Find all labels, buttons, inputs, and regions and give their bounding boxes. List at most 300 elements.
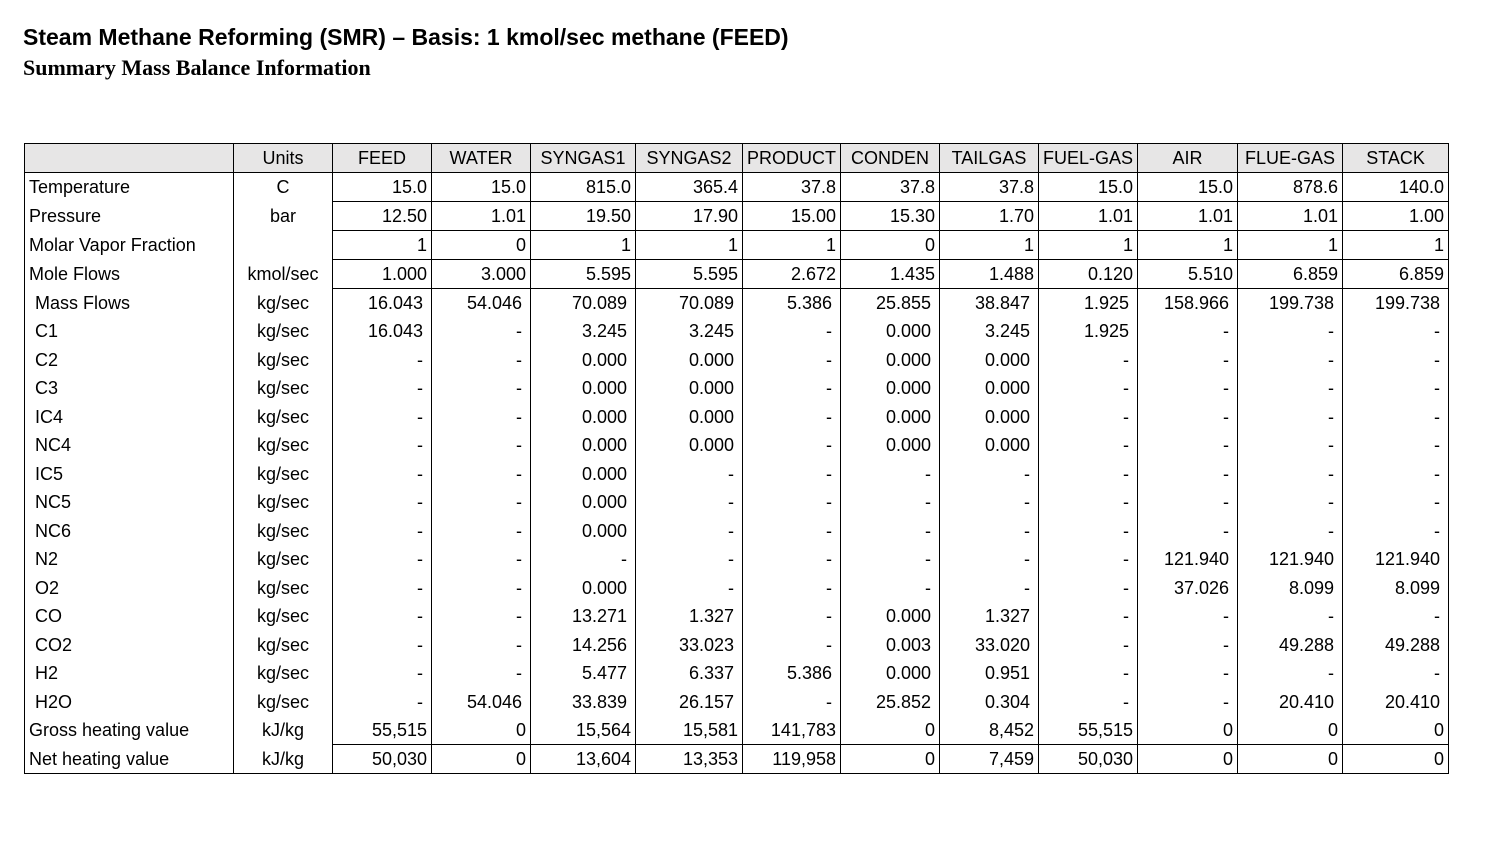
table-cell: 2.672 [743,260,841,289]
table-cell: - [1138,659,1238,688]
table-cell: 0.000 [636,403,743,432]
table-cell: 1.488 [940,260,1039,289]
table-cell: - [1238,460,1343,489]
table-cell: 878.6 [1238,173,1343,202]
table-row [25,488,1449,517]
table-cell: 0.000 [531,374,636,403]
table-cell: 37.8 [940,173,1039,202]
table-cell: 16.043 [333,289,432,318]
table-cell: - [1343,403,1449,432]
table-cell: 15.0 [1039,173,1138,202]
row-unit [234,231,333,260]
table-cell: 50,030 [1039,745,1138,774]
table-row [25,545,1449,574]
table-cell: - [1039,374,1138,403]
table-cell: 0.000 [841,317,940,346]
table-cell: 0.000 [531,403,636,432]
table-cell: 55,515 [333,716,432,745]
table-cell: 199.738 [1343,289,1449,318]
table-cell: - [636,488,743,517]
table-cell: 0 [1238,716,1343,745]
table-cell: - [743,431,841,460]
table-cell: 55,515 [1039,716,1138,745]
table-cell: 37.026 [1138,574,1238,603]
table-cell: 70.089 [636,289,743,318]
table-cell: 1 [1238,231,1343,260]
table-cell: 15.30 [841,202,940,231]
row-unit: kg/sec [234,403,333,432]
table-cell: 0 [432,745,531,774]
table-cell: 0.000 [841,403,940,432]
table-cell: - [432,431,531,460]
table-body [25,173,1449,774]
table-cell: - [333,545,432,574]
table-cell: - [432,488,531,517]
table-cell: 1 [940,231,1039,260]
table-cell: 49.288 [1238,631,1343,660]
table-cell: 19.50 [531,202,636,231]
table-cell: - [1138,374,1238,403]
table-cell: 141,783 [743,716,841,745]
table-cell: 1.70 [940,202,1039,231]
table-cell: 3.000 [432,260,531,289]
table-cell: - [1238,317,1343,346]
table-cell: - [743,688,841,717]
table-cell: - [743,460,841,489]
table-cell: 8.099 [1238,574,1343,603]
page-title: Steam Methane Reforming (SMR) – Basis: 1 kmol/sec methane (FEED) [23,24,789,50]
table-cell: 54.046 [432,688,531,717]
table-cell: - [1343,517,1449,546]
row-label: H2 [25,659,234,688]
table-cell: 1 [333,231,432,260]
table-cell: 17.90 [636,202,743,231]
row-unit: kJ/kg [234,716,333,745]
table-cell: - [1039,431,1138,460]
table-cell: - [1238,374,1343,403]
table-cell: 25.852 [841,688,940,717]
table-cell: - [743,403,841,432]
table-cell: 5.386 [743,289,841,318]
table-cell: 0.000 [531,574,636,603]
table-cell: 5.477 [531,659,636,688]
table-cell: 5.386 [743,659,841,688]
table-cell: 5.595 [636,260,743,289]
table-row [25,745,1449,774]
table-cell: - [743,602,841,631]
table-row [25,317,1449,346]
table-cell: 3.245 [531,317,636,346]
row-unit: kg/sec [234,289,333,318]
table-cell: - [1238,431,1343,460]
table-cell: - [743,346,841,375]
table-cell: - [1138,488,1238,517]
table-cell: 0.000 [841,659,940,688]
table-cell: 1.327 [636,602,743,631]
table-cell: 5.510 [1138,260,1238,289]
table-cell: - [531,545,636,574]
table-cell: 54.046 [432,289,531,318]
column-header: SYNGAS1 [531,144,636,173]
table-cell: - [1039,688,1138,717]
column-header: PRODUCT [743,144,841,173]
table-cell: - [333,574,432,603]
row-unit: kg/sec [234,488,333,517]
table-cell: - [1238,403,1343,432]
row-unit: kg/sec [234,317,333,346]
table-cell: 1.01 [432,202,531,231]
table-cell: 38.847 [940,289,1039,318]
table-cell: - [1138,346,1238,375]
table-cell: - [333,403,432,432]
row-label: O2 [25,574,234,603]
table-cell: 15,581 [636,716,743,745]
table-cell: - [432,346,531,375]
table-cell: - [1039,574,1138,603]
table-row [25,403,1449,432]
row-unit: kg/sec [234,374,333,403]
table-cell: - [1138,688,1238,717]
table-cell: - [333,431,432,460]
row-label: Gross heating value [25,716,234,745]
table-cell: 0.000 [531,431,636,460]
table-row [25,602,1449,631]
row-label: C2 [25,346,234,375]
table-cell: - [1039,517,1138,546]
table-cell: - [940,545,1039,574]
table-cell: 0 [1138,716,1238,745]
table-cell: 140.0 [1343,173,1449,202]
table-cell: 13,604 [531,745,636,774]
table-row [25,688,1449,717]
table-row [25,460,1449,489]
table-cell: - [1238,488,1343,517]
table-cell: - [1138,431,1238,460]
table-cell: 1 [743,231,841,260]
table-cell: 0.003 [841,631,940,660]
table-row [25,289,1449,318]
table-cell: - [636,545,743,574]
table-cell: - [1138,631,1238,660]
row-label: CO2 [25,631,234,660]
table-cell: - [940,517,1039,546]
row-label: CO [25,602,234,631]
row-unit: kg/sec [234,602,333,631]
column-header: CONDEN [841,144,940,173]
row-label: Molar Vapor Fraction [25,231,234,260]
table-cell: 15,564 [531,716,636,745]
table-cell: - [333,517,432,546]
table-cell: - [333,346,432,375]
table-cell: - [1039,602,1138,631]
table-cell: 0.000 [636,374,743,403]
row-label: NC4 [25,431,234,460]
table-cell: 50,030 [333,745,432,774]
table-cell: 1.925 [1039,289,1138,318]
row-unit: C [234,173,333,202]
column-header: Units [234,144,333,173]
table-cell: - [1238,517,1343,546]
table-cell: 1 [531,231,636,260]
table-cell: 15.0 [333,173,432,202]
table-cell: 0.000 [841,602,940,631]
table-cell: - [1039,346,1138,375]
table-cell: - [1343,659,1449,688]
table-row [25,574,1449,603]
table-row [25,346,1449,375]
table-cell: - [333,374,432,403]
table-cell: - [743,631,841,660]
table-cell: 25.855 [841,289,940,318]
table-cell: 0.951 [940,659,1039,688]
table-cell: - [636,517,743,546]
table-cell: - [1039,488,1138,517]
row-label: IC4 [25,403,234,432]
table-header [25,144,1449,173]
table-cell: 49.288 [1343,631,1449,660]
table-row [25,374,1449,403]
table-cell: - [841,460,940,489]
row-label: Temperature [25,173,234,202]
table-cell: 0 [1138,745,1238,774]
table-cell: - [1343,460,1449,489]
table-cell: 20.410 [1238,688,1343,717]
row-label: C3 [25,374,234,403]
table-cell: - [333,688,432,717]
table-row [25,631,1449,660]
table-cell: 0.000 [841,374,940,403]
table-cell: 1.01 [1138,202,1238,231]
table-cell: - [432,403,531,432]
table-cell: 26.157 [636,688,743,717]
table-cell: 0 [841,231,940,260]
table-cell: - [333,602,432,631]
table-cell: 1.000 [333,260,432,289]
table-cell: 15.0 [432,173,531,202]
table-cell: - [432,659,531,688]
table-row [25,517,1449,546]
table-cell: - [1039,460,1138,489]
table-cell: 158.966 [1138,289,1238,318]
table-cell: 1.01 [1238,202,1343,231]
table-cell: 0 [1343,716,1449,745]
table-cell: - [432,460,531,489]
table-cell: - [841,488,940,517]
row-unit: kg/sec [234,517,333,546]
row-label: Net heating value [25,745,234,774]
table-cell: - [743,317,841,346]
column-header: STACK [1343,144,1449,173]
table-cell: - [432,574,531,603]
table-cell: - [1238,602,1343,631]
table-cell: - [1039,545,1138,574]
table-cell: - [636,574,743,603]
table-row [25,716,1449,745]
table-cell: 3.245 [940,317,1039,346]
table-cell: - [1138,403,1238,432]
table-cell: 1 [636,231,743,260]
table-cell: - [432,374,531,403]
table-cell: 8.099 [1343,574,1449,603]
row-unit: bar [234,202,333,231]
table-cell: - [841,574,940,603]
table-cell: 20.410 [1343,688,1449,717]
table-cell: 0.000 [841,431,940,460]
table-cell: - [333,659,432,688]
table-cell: 0 [1343,745,1449,774]
column-header: WATER [432,144,531,173]
row-label: IC5 [25,460,234,489]
table-cell: - [1138,317,1238,346]
table-row [25,173,1449,202]
table-cell: - [1039,403,1138,432]
row-unit: kJ/kg [234,745,333,774]
table-row [25,202,1449,231]
table-cell: - [636,460,743,489]
table-cell: - [1138,460,1238,489]
table-cell: 70.089 [531,289,636,318]
table-cell: 33.020 [940,631,1039,660]
table-cell: - [333,488,432,517]
table-cell: 5.595 [531,260,636,289]
table-cell: 121.940 [1138,545,1238,574]
table-cell: - [1138,517,1238,546]
table-cell: 6.859 [1238,260,1343,289]
table-cell: 0 [1238,745,1343,774]
table-cell: 37.8 [841,173,940,202]
table-cell: - [1138,602,1238,631]
table-cell: - [432,631,531,660]
table-cell: 365.4 [636,173,743,202]
row-unit: kg/sec [234,574,333,603]
table-cell: 15.0 [1138,173,1238,202]
table-cell: - [743,545,841,574]
table-cell: 1.435 [841,260,940,289]
table-cell: 0.000 [841,346,940,375]
table-cell: 7,459 [940,745,1039,774]
column-header: FUEL-GAS [1039,144,1138,173]
table-cell: 33.839 [531,688,636,717]
table-cell: 0.000 [636,431,743,460]
table-cell: 16.043 [333,317,432,346]
table-row [25,231,1449,260]
table-cell: 12.50 [333,202,432,231]
table-row [25,260,1449,289]
table-cell: - [1343,431,1449,460]
row-unit: kg/sec [234,659,333,688]
row-unit: kg/sec [234,545,333,574]
page-subtitle: Summary Mass Balance Information [23,55,371,80]
column-header: SYNGAS2 [636,144,743,173]
column-header: FLUE-GAS [1238,144,1343,173]
table-cell: - [333,460,432,489]
row-label: Pressure [25,202,234,231]
table-cell: - [1039,631,1138,660]
table-cell: 119,958 [743,745,841,774]
mass-balance-table [24,143,1449,774]
table-cell: - [743,574,841,603]
table-cell: 1.327 [940,602,1039,631]
column-header-blank [25,144,234,173]
table-cell: 14.256 [531,631,636,660]
column-header: FEED [333,144,432,173]
table-cell: 1 [1039,231,1138,260]
table-cell: 0.000 [940,431,1039,460]
table-cell: - [743,517,841,546]
table-cell: 1.925 [1039,317,1138,346]
table-cell: 121.940 [1343,545,1449,574]
table-cell: 0.000 [531,460,636,489]
table-cell: 0.000 [636,346,743,375]
table-cell: 13,353 [636,745,743,774]
table-cell: 8,452 [940,716,1039,745]
row-unit: kg/sec [234,346,333,375]
table-cell: 1.01 [1039,202,1138,231]
table-cell: - [432,517,531,546]
table-cell: 3.245 [636,317,743,346]
table-cell: 0 [432,231,531,260]
table-cell: 815.0 [531,173,636,202]
header-row [25,144,1449,173]
table-row [25,431,1449,460]
table-cell: 0.000 [940,346,1039,375]
column-header: TAILGAS [940,144,1039,173]
table-cell: 0.000 [531,346,636,375]
table-cell: - [743,488,841,517]
row-label: NC5 [25,488,234,517]
table-cell: - [1238,659,1343,688]
table-cell: - [1343,317,1449,346]
table-cell: - [432,602,531,631]
table-cell: 0.000 [531,488,636,517]
table-cell: 0 [841,745,940,774]
row-unit: kg/sec [234,688,333,717]
table-cell: 37.8 [743,173,841,202]
table-cell: 0.000 [940,374,1039,403]
table-cell: 1 [1343,231,1449,260]
table-cell: 0 [841,716,940,745]
table-cell: - [432,545,531,574]
table-cell: 0 [432,716,531,745]
row-unit: kg/sec [234,460,333,489]
table-cell: 15.00 [743,202,841,231]
table-cell: 1 [1138,231,1238,260]
table-cell: - [1238,346,1343,375]
table-cell: - [1039,659,1138,688]
table-cell: - [841,517,940,546]
table-cell: - [940,460,1039,489]
row-unit: kg/sec [234,431,333,460]
row-unit: kg/sec [234,631,333,660]
table-row [25,659,1449,688]
table-cell: - [940,574,1039,603]
table-cell: - [333,631,432,660]
table-cell: 0.000 [940,403,1039,432]
table-cell: - [1343,346,1449,375]
table-cell: 13.271 [531,602,636,631]
table-cell: 0.120 [1039,260,1138,289]
row-unit: kmol/sec [234,260,333,289]
table-cell: - [1343,374,1449,403]
row-label: Mole Flows [25,260,234,289]
row-label: Mass Flows [25,289,234,318]
table-cell: 6.337 [636,659,743,688]
table-cell: - [432,317,531,346]
row-label: H2O [25,688,234,717]
table-cell: - [1343,602,1449,631]
table-cell: 33.023 [636,631,743,660]
table-cell: - [841,545,940,574]
